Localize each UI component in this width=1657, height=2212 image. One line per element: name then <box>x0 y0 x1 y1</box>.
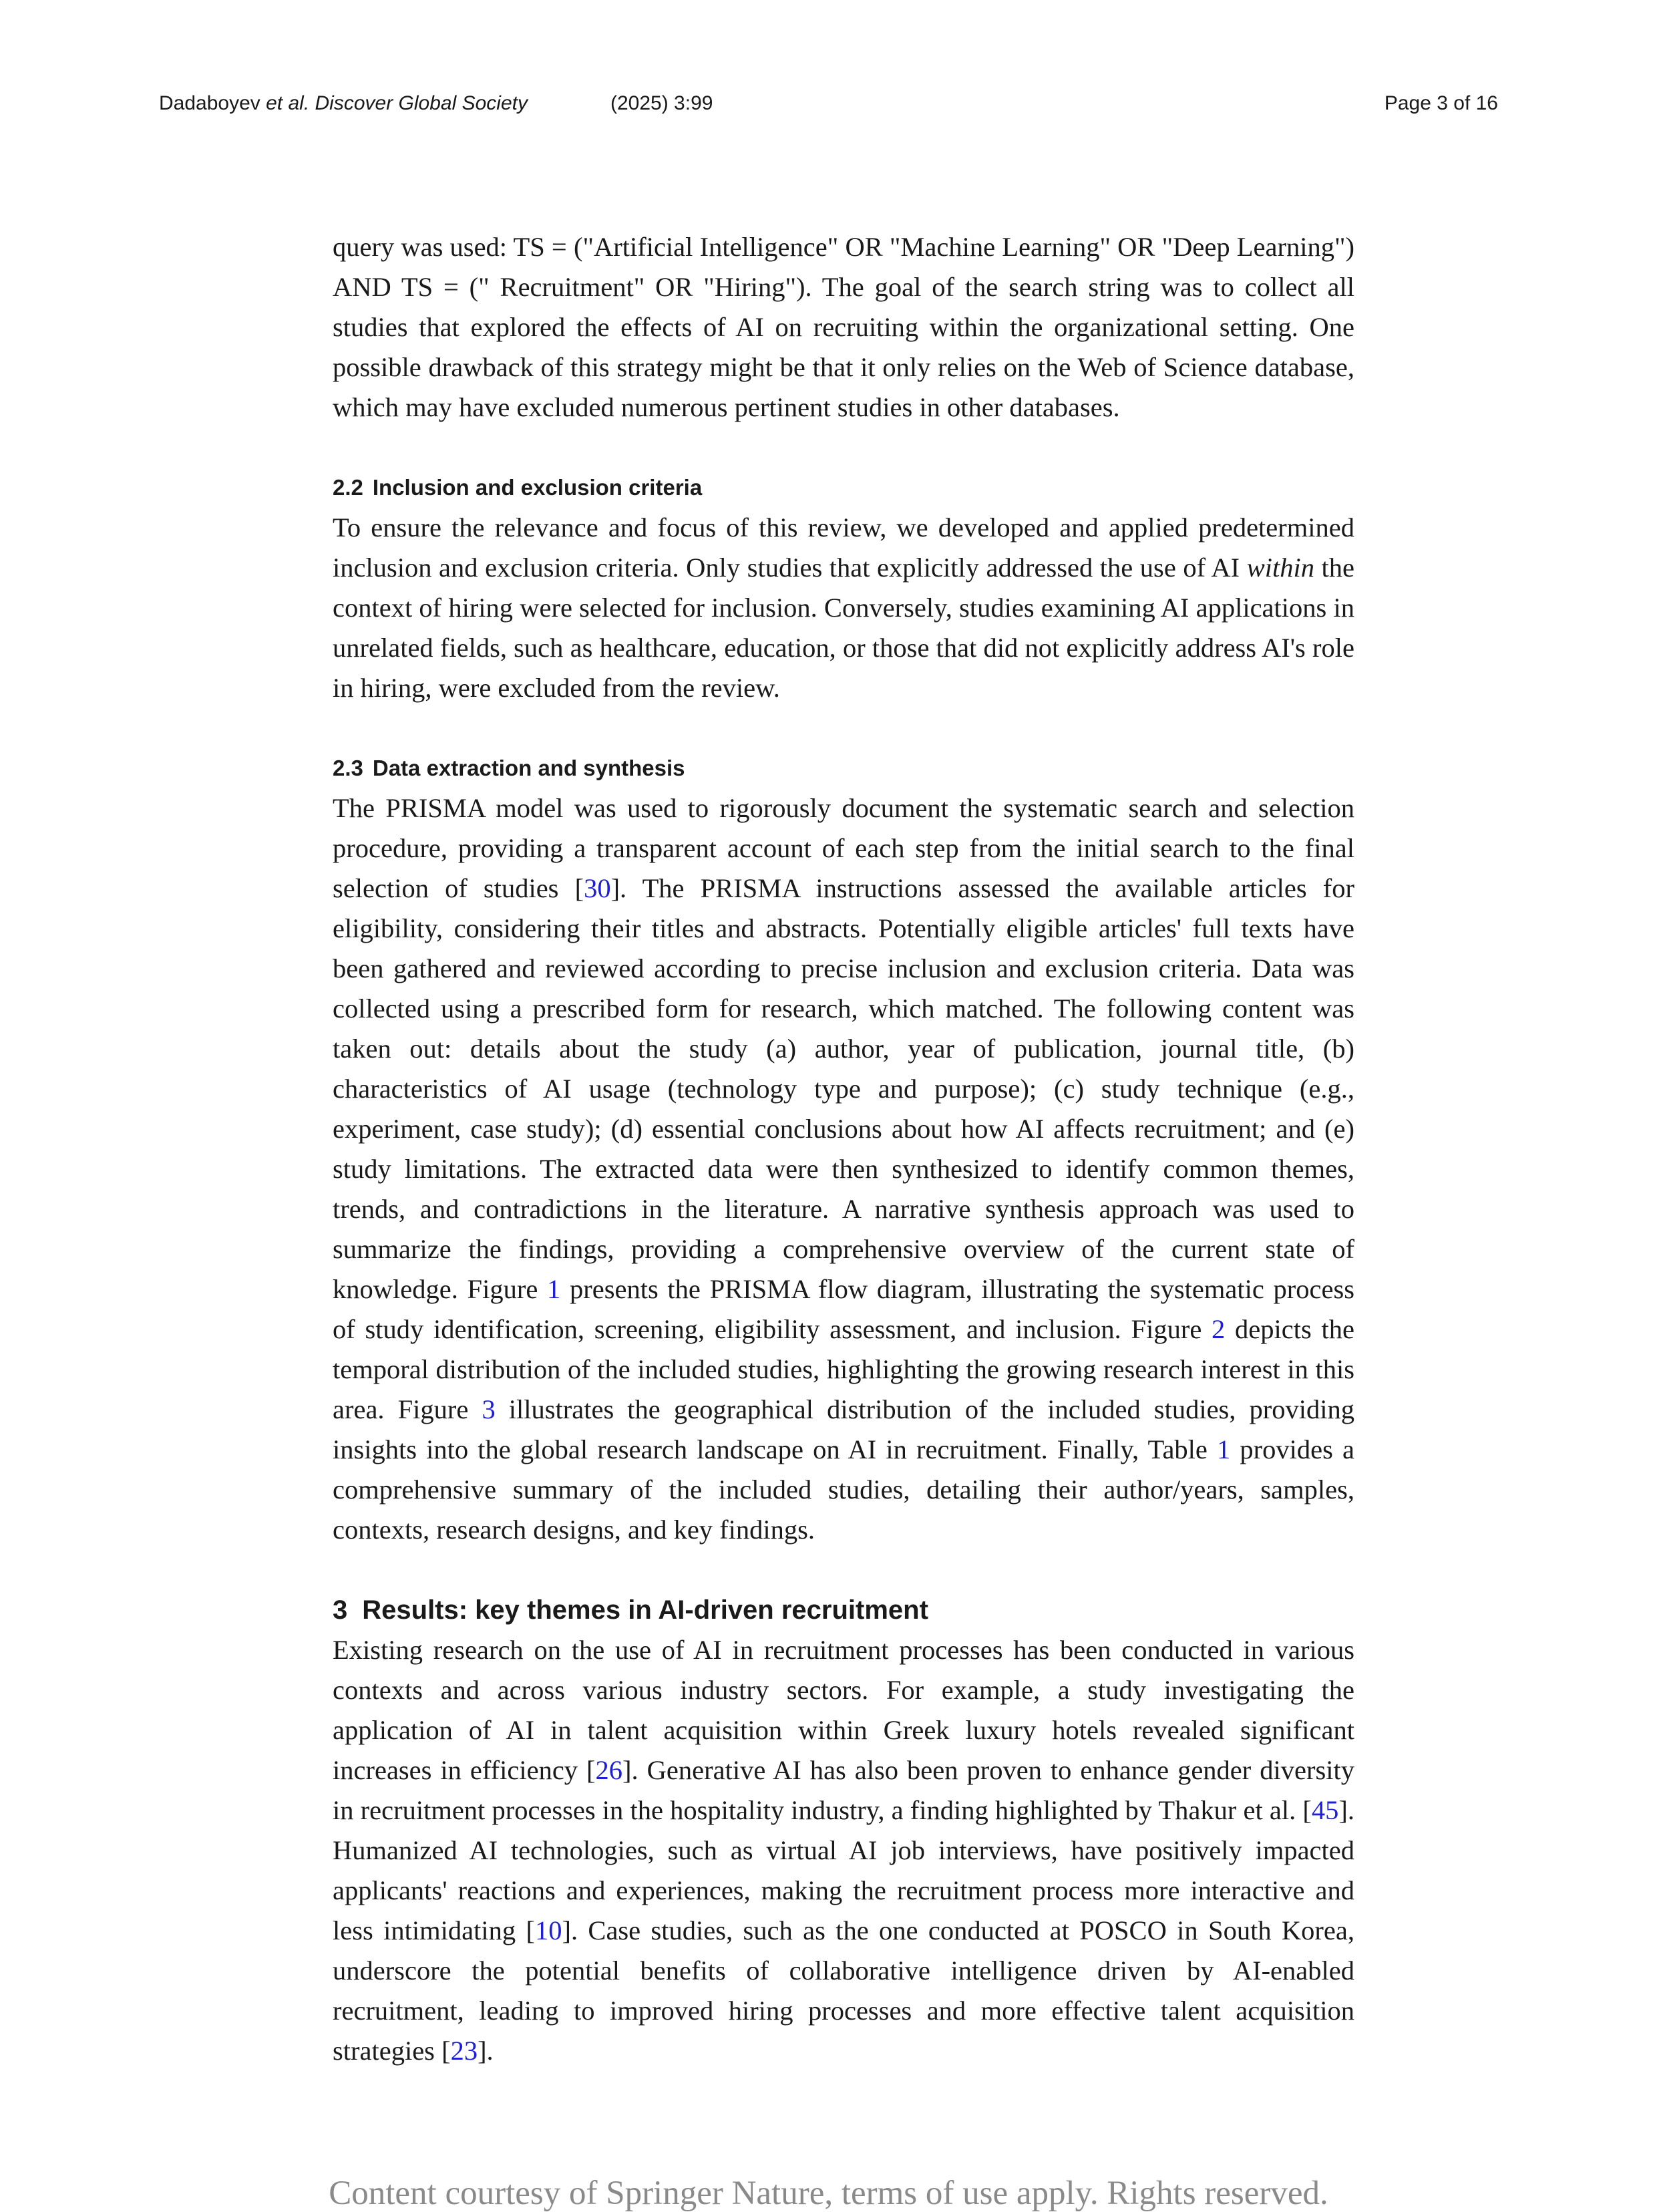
header-authors: Dadaboyev <box>159 92 260 114</box>
section-heading-3 <box>333 1590 1354 1630</box>
running-header <box>159 92 1498 122</box>
paragraph-results <box>333 1630 1354 2071</box>
header-journal: Discover Global Society <box>315 92 528 114</box>
text-run: ]. Case studies, such as the one conducted at POSCO in South Korea, underscore the potential benefits of collaborative intelligence driven by AI-enabled recruitment, leading to improved hiring processes and more effective talent acquisition strategies [ <box>333 1915 1354 2066</box>
text-run: depicts the temporal distribution of the included studies, highlighting the growing research interest in this area. Figure <box>333 1314 1354 1424</box>
section-heading-2-2 <box>333 468 1354 508</box>
section-title: Data extraction and synthesis <box>372 756 685 780</box>
paragraph-data-extraction <box>333 788 1354 1550</box>
header-authors-journal <box>159 92 528 115</box>
header-etal: et al. <box>266 92 310 114</box>
text-run: provides a comprehensive summary of the included studies, detailing their author/years, samples, contexts, research designs, and key findings. <box>333 1434 1355 1545</box>
text-run: ]. Humanized AI technologies, such as virtual AI job interviews, have positively impacted applicants' reactions and experiences, making the recruitment process more interactive and less intimidating [ <box>333 1795 1354 1945</box>
emphasis-within: within <box>1246 552 1314 583</box>
text-run: The PRISMA model was used to rigorously document the systematic search and selection procedure, providing a transparent account of each step from the initial search to the final selection of studies [ <box>333 793 1354 903</box>
paragraph-search-query: query was used: TS = ("Artificial Intelligence" OR "Machine Learning" OR "Deep Learning") AND TS = (" Recruitment" OR "Hiring"). The goal of the search string was to collect all studies that explored the effects of AI on recruiting within the organizational setting. One possible drawback of this strategy might be that it only relies on the Web of Science database, which may have excluded numerous pertinent studies in other databases. <box>333 232 1354 422</box>
citation-link-45[interactable]: 45 <box>1311 1795 1339 1825</box>
text-run: illustrates the geographical distribution of the included studies, providing insights into the global research landscape on AI in recruitment. Finally, Table <box>333 1394 1354 1464</box>
section-heading-2-3 <box>333 748 1354 788</box>
article-body <box>333 227 1354 2071</box>
header-citation: (2025) 3:99 <box>610 92 713 114</box>
citation-link-23[interactable]: 23 <box>450 2036 478 2066</box>
figure-link-1[interactable]: 1 <box>547 1274 561 1304</box>
text-run: presents the PRISMA flow diagram, illustrating the systematic process of study identification, screening, eligibility assessment, and inclusion. Figure <box>333 1274 1354 1344</box>
text-run: ]. <box>478 2036 494 2066</box>
citation-link-26[interactable]: 26 <box>595 1755 623 1785</box>
citation-link-10[interactable]: 10 <box>534 1915 562 1945</box>
table-link-1[interactable]: 1 <box>1217 1434 1231 1464</box>
section-title: Results: key themes in AI-driven recruitment <box>362 1595 928 1625</box>
section-title: Inclusion and exclusion criteria <box>372 475 703 500</box>
text-run: To ensure the relevance and focus of this review, we developed and applied predetermined inclusion and exclusion criteria. Only studies that explicitly addressed the use of AI <box>333 512 1354 583</box>
header-page-number: Page 3 of 16 <box>1384 92 1498 114</box>
figure-link-3[interactable]: 3 <box>482 1394 496 1424</box>
text-run: ]. The PRISMA instructions assessed the available articles for eligibility, considering their titles and abstracts. Potentially eligible articles' full texts have been gathered and reviewed according to precise inclusion and exclusion criteria. Data was collected using a prescribed form for research, which matched. The following content was taken out: details about the study (a) author, year of publication, journal title, (b) characteristics of AI usage (technology type and purpose); (c) study technique (e.g., experiment, case study); (d) essential conclusions about how AI affects recruitment; and (e) study limitations. The extracted data were then synthesized to identify common themes, trends, and contradictions in the literature. A narrative synthesis approach was used to summarize the findings, providing a comprehensive overview of the current state of knowledge. Figure <box>333 873 1354 1304</box>
citation-link-30[interactable]: 30 <box>584 873 611 903</box>
section-number: 3 <box>333 1595 348 1625</box>
figure-link-2[interactable]: 2 <box>1212 1314 1226 1344</box>
section-number: 2.3 <box>333 756 363 780</box>
text-run: ]. Generative AI has also been proven to enhance gender diversity in recruitment processes in the hospitality industry, a finding highlighted by Thakur et al. [ <box>333 1755 1354 1825</box>
text-run: the context of hiring were selected for inclusion. Conversely, studies examining AI applications in unrelated fields, such as healthcare, education, or those that did not explicitly address AI's role in hiring, were excluded from the review. <box>333 552 1355 703</box>
copyright-footer: Content courtesy of Springer Nature, terms of use apply. Rights reserved. <box>329 2175 1328 2212</box>
section-number: 2.2 <box>333 475 363 500</box>
paragraph-inclusion-criteria <box>333 508 1354 708</box>
text-run: Existing research on the use of AI in recruitment processes has been conducted in various contexts and across various industry sectors. For example, a study investigating the application of AI in talent acquisition within Greek luxury hotels revealed significant increases in efficiency [ <box>333 1635 1354 1785</box>
